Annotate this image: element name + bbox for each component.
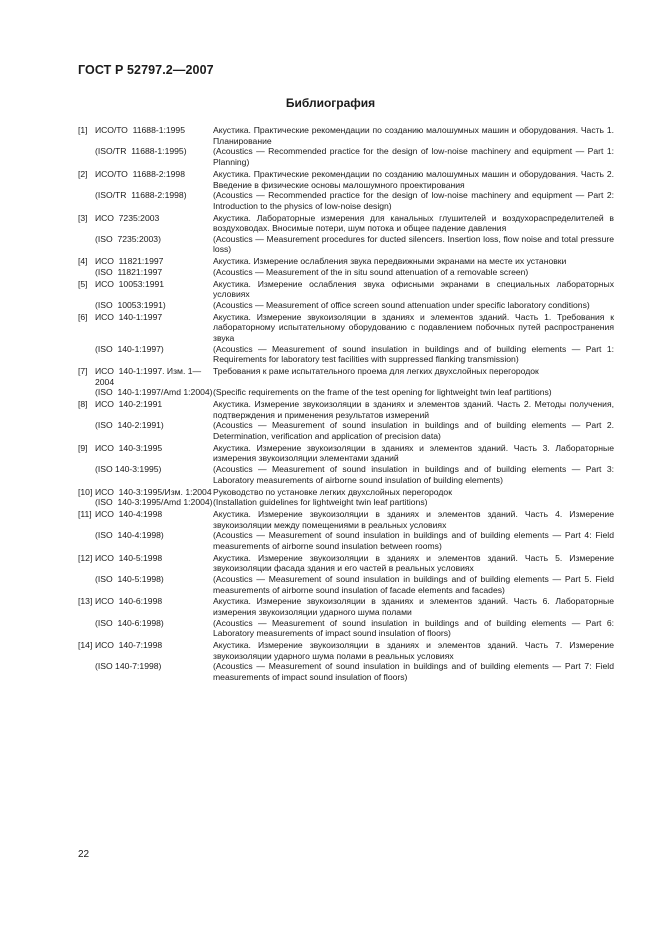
bib-entry-9 [78, 443, 614, 464]
bib-entry-10-en [78, 497, 614, 508]
entry-number: [5] [78, 278, 88, 289]
entry-code: ИСО 140-4:1998 [95, 509, 163, 520]
entry-code: (ISO/TR 11688-1:1995) [95, 146, 187, 157]
bib-entry-7-en [78, 387, 614, 398]
entry-code: ИСО 7235:2003 [95, 212, 160, 223]
standard-header: ГОСТ Р 52797.2—2007 [78, 63, 214, 77]
entry-code: ИСО 11821:1997 [95, 256, 164, 267]
entry-description: (Installation guidelines for lightweight twin leaf partitions) [213, 497, 428, 508]
bib-entry-1-en [78, 146, 614, 167]
bib-entry-11 [78, 509, 614, 530]
entry-description: Акустика. Измерение звукоизоляции в зданиях и элементов зданий. Часть 2. Методы получения, подтверждения и применения результатов измерений [213, 399, 614, 420]
entry-code: ИСО 140-6:1998 [95, 596, 163, 607]
bib-entry-2-en [78, 190, 614, 211]
entry-code: (ISO 140-1:1997) [95, 343, 164, 354]
bib-entry-12-en [78, 574, 614, 595]
entry-description: (Acoustics — Measurement of sound insulation in buildings and of building elements — Part 4: Field measurements of airborne sound insulation between rooms) [213, 530, 614, 551]
entry-description: (Acoustics — Recommended practice for the design of low-noise machinery and equipment — Part 1: Planning) [213, 146, 614, 168]
bib-entry-14 [78, 640, 614, 661]
entry-code: ИСО 140-5:1998 [95, 552, 163, 563]
entry-number: [7] [78, 366, 88, 377]
entry-code: (ISO 140-1:1997/Amd 1:2004) [95, 387, 213, 398]
bib-entry-11-en [78, 530, 614, 551]
bib-entry-8-en [78, 420, 614, 441]
entry-description: (Acoustics — Measurement of the in situ sound attenuation of a removable screen) [213, 266, 529, 277]
bib-entry-10 [78, 487, 614, 498]
bib-entry-7 [78, 366, 614, 387]
entry-code: (ISO 140-4:1998) [95, 530, 164, 541]
page-number: 22 [78, 849, 90, 860]
entry-code: ИСО 140-3:1995 [95, 442, 163, 453]
entry-code: ИСО 140-1:1997. Изм. 1—2004 [95, 366, 202, 387]
entry-description: (Acoustics — Measurement of sound insulation in buildings and of building elements — Part 7: Field measurements of impact sound insulation of floors) [213, 661, 614, 682]
bibliography-list [78, 124, 614, 682]
bib-entry-8 [78, 399, 614, 420]
entry-description: Акустика. Практические рекомендации по созданию малошумных машин и оборудования. Часть 1. Планирование [213, 125, 614, 146]
entry-description: Акустика. Измерение ослабления звука передвижными экранами на месте их установки [213, 256, 567, 267]
entry-description: Акустика. Практические рекомендации по созданию малошумных машин и оборудования. Часть 2. Введение в физические основы малошумного проектирования [213, 168, 614, 190]
entry-description: (Acoustics — Measurement of sound insulation in buildings and of building elements — Part 3: Laboratory measurements of airborne sound insulation of building elements) [213, 464, 614, 485]
entry-number: [13] [78, 596, 93, 607]
bib-entry-14-en [78, 661, 614, 682]
bib-entry-12 [78, 553, 614, 574]
entry-code: ИСО 140-3:1995/Изм. 1:2004 [95, 486, 212, 497]
bib-entry-13 [78, 596, 614, 617]
entry-number: [9] [78, 442, 88, 453]
entry-code: (ISO 140-3:1995/Amd 1:2004) [95, 497, 213, 508]
entry-description: Акустика. Измерение звукоизоляции в зданиях и элементов зданий. Часть 3. Лабораторные измерения звукоизоляции элементами зданий [213, 442, 614, 464]
entry-number: [6] [78, 311, 88, 322]
entry-description: (Acoustics — Measurement of sound insulation in buildings and of building elements — Part 2. Determination, verification and application of precision data) [213, 420, 614, 441]
entry-code: (ISO 140-6:1998) [95, 617, 164, 628]
entry-description: (Specific requirements on the frame of the test opening for lightweight twin leaf partitions) [213, 387, 552, 398]
entry-description: (Acoustics — Measurement of sound insulation in buildings and of building elements — Part 6: Laboratory measurements of impact sound insulation of floors) [213, 617, 614, 639]
entry-description: (Acoustics — Measurement of sound insulation in buildings and of building elements — Part 5. Field measurements of airborne sound insulation of facade elements and facades) [213, 573, 614, 595]
entry-description: (Acoustics — Measurement procedures for ducted silencers. Insertion loss, flow noise and total pressure loss) [213, 233, 614, 255]
entry-code: ИСО/ТО 11688-1:1995 [95, 125, 185, 136]
entry-description: (Acoustics — Measurement of sound insulation in buildings and of building elements — Part 1: Requirements for laboratory test facilities with suppressed flanking transmission) [213, 343, 614, 365]
entry-description: Акустика. Измерение звукоизоляции в зданиях и элементов зданий. Часть 6. Лабораторные измерения звукоизоляции ударного шума полами [213, 596, 614, 617]
entry-number: [11] [78, 509, 92, 520]
entry-code: (ISO 10053:1991) [95, 299, 166, 310]
entry-code: ИСО/ТО 11688-2:1998 [95, 168, 185, 179]
entry-number: [14] [78, 640, 93, 651]
bib-entry-6-en [78, 344, 614, 365]
bib-entry-9-en [78, 464, 614, 485]
entry-description: Акустика. Измерение ослабления звука офисными экранами в специальных лабораторных условиях [213, 278, 614, 300]
entry-description: Руководство по установке легких двухслойных перегородок [213, 486, 452, 497]
entry-number: [4] [78, 256, 88, 267]
bib-entry-3 [78, 213, 614, 234]
entry-description: Требования к раме испытательного проема для легких двухслойных перегородок [213, 366, 539, 377]
bib-entry-4 [78, 256, 614, 267]
entry-description: (Acoustics — Measurement of office screen sound attenuation under specific laboratory conditions) [213, 299, 590, 310]
bib-entry-5-en [78, 300, 614, 311]
bib-entry-5 [78, 279, 614, 300]
entry-code: ИСО 10053:1991 [95, 278, 165, 289]
entry-description: Акустика. Лабораторные измерения для канальных глушителей и воздухораспределителей в воздуховодах. Вносимые потери, шум потока и общее падение давления [213, 212, 614, 234]
entry-code: (ISO 140-5:1998) [95, 573, 164, 584]
entry-description: Акустика. Измерение звукоизоляции в зданиях и элементов зданий. Часть 4. Измерение звукоизоляции между помещениями в реальных условиях [213, 509, 614, 530]
entry-code: (ISO 140-7:1998) [95, 661, 162, 672]
entry-number: [8] [78, 399, 88, 410]
entry-description: Акустика. Измерение звукоизоляции в зданиях и элементов зданий. Часть 1. Требования к лабораторному испытательному оборудованию с подавлением побочных путей распространения звука [213, 311, 614, 344]
entry-code: (ISO 7235:2003) [95, 233, 161, 244]
bib-entry-6 [78, 312, 614, 344]
entry-number: [2] [78, 168, 88, 179]
entry-code: (ISO/TR 11688-2:1998) [95, 190, 187, 201]
entry-code: (ISO 140-2:1991) [95, 420, 164, 431]
bibliography-title: Библиография [285, 96, 376, 110]
entry-code: ИСО 140-1:1997 [95, 311, 163, 322]
entry-number: [10] [78, 486, 93, 497]
entry-code: (ISO 140-3:1995) [95, 464, 162, 475]
entry-number: [3] [78, 212, 88, 223]
bib-entry-1 [78, 125, 614, 146]
entry-code: ИСО 140-2:1991 [95, 399, 163, 410]
bib-entry-4-en [78, 267, 614, 278]
bib-entry-3-en [78, 234, 614, 255]
entry-description: (Acoustics — Recommended practice for the design of low-noise machinery and equipment — Part 2: Introduction to the physics of low-noise design) [213, 190, 614, 211]
entry-description: Акустика. Измерение звукоизоляции в зданиях и элементов зданий. Часть 5. Измерение звукоизоляции фасада здания и его частей в реальных условиях [213, 552, 614, 574]
bib-entry-13-en [78, 618, 614, 639]
entry-code: (ISO 11821:1997 [95, 266, 163, 277]
entry-number: [1] [78, 125, 88, 136]
entry-description: Акустика. Измерение звукоизоляции в зданиях и элементов зданий. Часть 7. Измерение звукоизоляции ударного шума полами в реальных условиях [213, 640, 614, 661]
bib-entry-2 [78, 169, 614, 190]
entry-code: ИСО 140-7:1998 [95, 640, 163, 651]
entry-number: [12] [78, 552, 93, 563]
